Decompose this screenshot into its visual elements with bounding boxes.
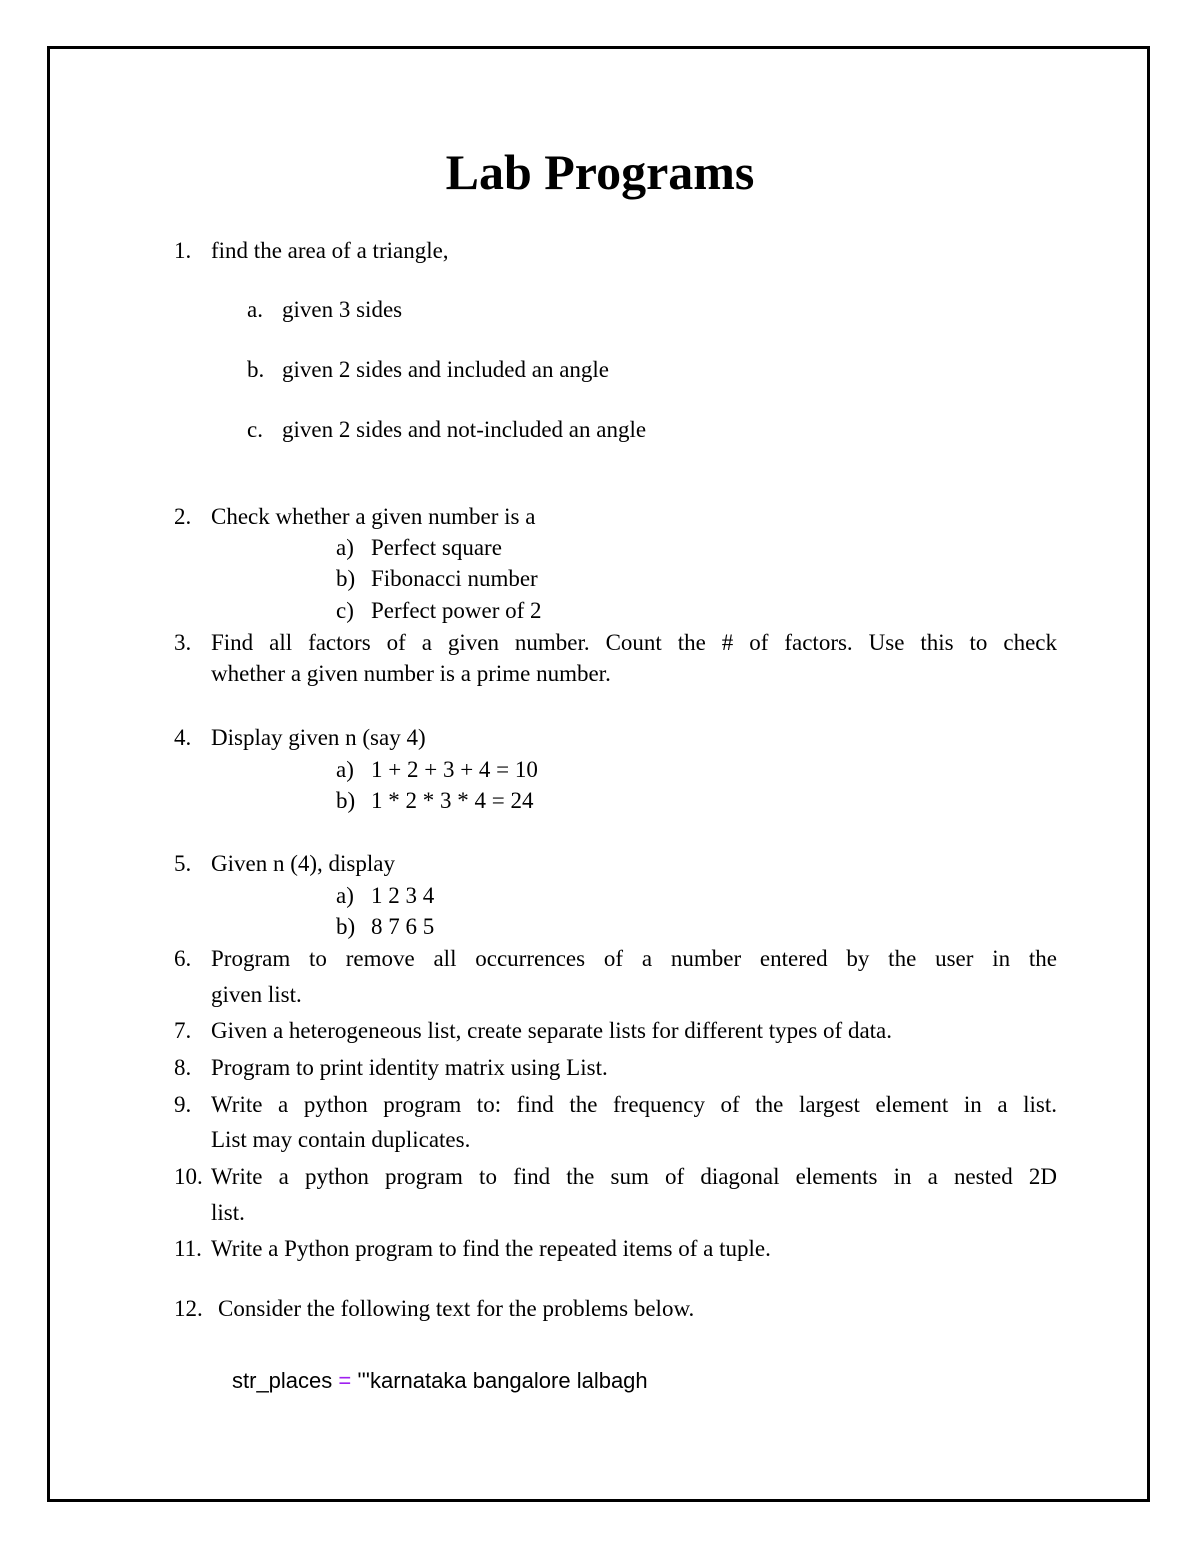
item-number: 4. [174, 725, 192, 750]
item-number: 3. [174, 630, 192, 655]
code-variable: str_places [232, 1368, 333, 1393]
item-text-continued: List may contain duplicates. [211, 1127, 471, 1152]
sub-label: c. [247, 417, 263, 442]
item-number: 9. [174, 1092, 192, 1117]
sub-label: a) [336, 535, 354, 560]
code-string: '''karnataka bangalore lalbagh [357, 1368, 648, 1393]
code-operator: = [338, 1368, 352, 1393]
item-number: 1. [174, 238, 192, 263]
sub-label: a. [247, 297, 263, 322]
sub-text: 1 * 2 * 3 * 4 = 24 [371, 788, 534, 813]
page-title: Lab Programs [445, 144, 755, 200]
sub-text: given 2 sides and not-included an angle [282, 417, 647, 442]
sub-label: c) [336, 598, 354, 623]
item-text-continued: list. [211, 1200, 245, 1225]
item-text: Consider the following text for the problems below. [218, 1296, 695, 1321]
sub-label: a) [336, 757, 354, 782]
sub-text: 8 7 6 5 [371, 914, 435, 939]
item-number: 2. [174, 504, 192, 529]
sub-label: b) [336, 788, 356, 813]
sub-label: b) [336, 566, 356, 591]
item-text: Check whether a given number is a [211, 504, 536, 529]
item-number: 10. [174, 1164, 203, 1189]
item-text: Program to print identity matrix using List. [211, 1055, 608, 1080]
code-line [232, 1366, 648, 1396]
item-number: 8. [174, 1055, 192, 1080]
sub-text: 1 2 3 4 [371, 883, 435, 908]
item-text: Write a Python program to find the repeated items of a tuple. [211, 1236, 771, 1261]
item-text: Display given n (say 4) [211, 725, 426, 750]
sub-text: Perfect square [371, 535, 502, 560]
item-number: 5. [174, 851, 192, 876]
item-number: 11. [174, 1236, 202, 1261]
item-text: Find all factors of a given number. Count the # of factors. Use this to check [211, 630, 1057, 655]
sub-text: given 3 sides [282, 297, 403, 322]
item-text: Program to remove all occurrences of a number entered by the user in the [211, 946, 1057, 971]
item-text-continued: given list. [211, 982, 302, 1007]
sub-label: b. [247, 357, 265, 382]
item-number: 12. [174, 1296, 203, 1321]
sub-text: 1 + 2 + 3 + 4 = 10 [371, 757, 538, 782]
sub-label: a) [336, 883, 354, 908]
item-number: 6. [174, 946, 192, 971]
item-number: 7. [174, 1018, 192, 1043]
sub-text: given 2 sides and included an angle [282, 357, 610, 382]
item-text: Given a heterogeneous list, create separate lists for different types of data. [211, 1018, 893, 1043]
item-text: Write a python program to: find the frequency of the largest element in a list. [211, 1092, 1057, 1117]
sub-label: b) [336, 914, 356, 939]
sub-text: Perfect power of 2 [371, 598, 542, 623]
item-text: Given n (4), display [211, 851, 395, 876]
item-text: find the area of a triangle, [211, 238, 449, 263]
item-text: Write a python program to find the sum of diagonal elements in a nested 2D [211, 1164, 1057, 1189]
sub-text: Fibonacci number [371, 566, 538, 591]
item-text-continued: whether a given number is a prime number. [211, 661, 611, 686]
